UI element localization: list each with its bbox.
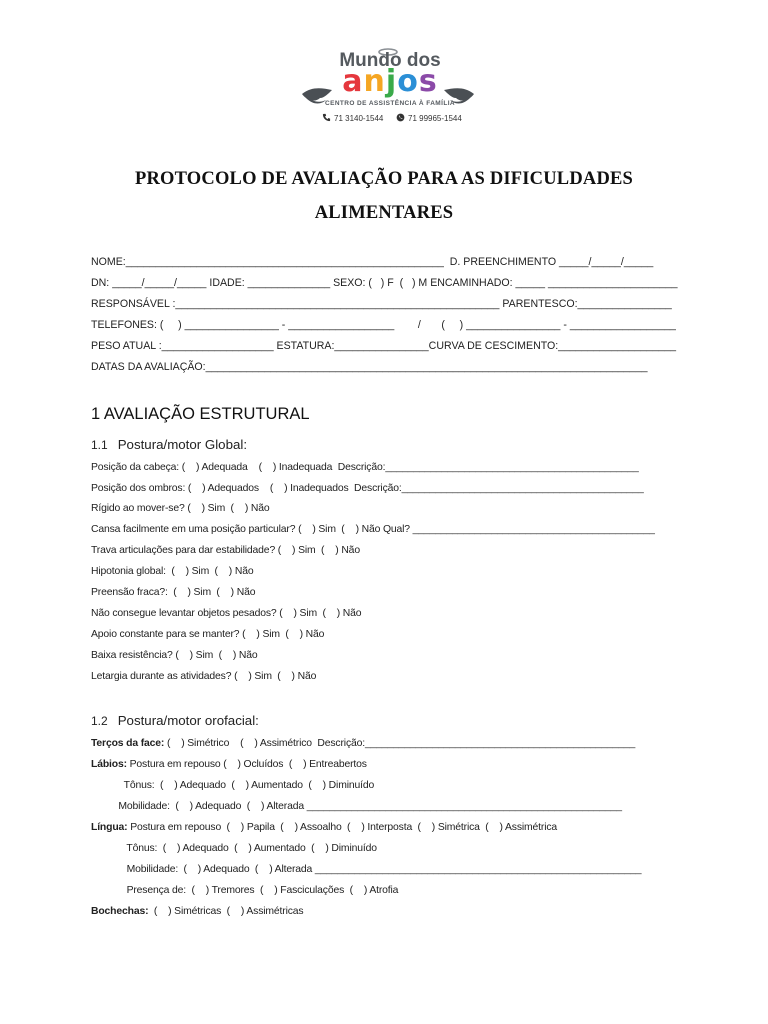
field-dn-idade-sexo[interactable]: DN: _____/_____/_____ IDADE: ______________ SEXO: ( ) F ( ) M ENCAMINHADO: _____ ______________________ xyxy=(91,277,678,289)
orofacial-item[interactable] xyxy=(91,843,377,854)
question-item[interactable]: Hipotonia global: ( ) Sim ( ) Não xyxy=(91,566,254,577)
item-text: ( ) Simétricas ( ) Assimétricas xyxy=(148,906,304,917)
subsection-number: 1.2 xyxy=(91,714,108,728)
whatsapp-icon xyxy=(396,113,405,122)
logo-letter: s xyxy=(418,64,438,99)
item-label: Terços da face: xyxy=(91,738,165,749)
field-peso-estatura[interactable]: PESO ATUAL :___________________ ESTATURA:________________CURVA DE CESCIMENTO:____________________ xyxy=(91,340,677,352)
orofacial-item[interactable] xyxy=(91,822,557,833)
orofacial-item[interactable] xyxy=(91,906,303,917)
question-item[interactable]: Posição da cabeça: ( ) Adequada ( ) Inadequada Descrição:_____________________________________________ xyxy=(91,462,639,473)
phone1-text: 71 3140-1544 xyxy=(334,114,384,123)
orofacial-item[interactable] xyxy=(91,738,635,749)
question-item[interactable]: Trava articulações para dar estabilidade? ( ) Sim ( ) Não xyxy=(91,545,360,556)
item-text: Mobilidade: ( ) Adequado ( ) Alterada __________________________________________________________ xyxy=(91,864,642,875)
question-item[interactable]: Rígido ao mover-se? ( ) Sim ( ) Não xyxy=(91,503,270,514)
item-text: ( ) Simétrico ( ) Assimétrico Descrição:________________________________________________ xyxy=(164,738,636,749)
logo-letter: a xyxy=(342,64,364,99)
item-text: Tônus: ( ) Adequado ( ) Aumentado ( ) Diminuído xyxy=(91,780,375,791)
question-item[interactable]: Cansa facilmente em uma posição particular? ( ) Sim ( ) Não Qual? ___________________________________________ xyxy=(91,524,655,535)
orofacial-item[interactable] xyxy=(91,759,367,770)
logo-letter: n xyxy=(363,64,386,99)
item-text: Presença de: ( ) Tremores ( ) Fasciculações ( ) Atrofia xyxy=(91,885,399,896)
orofacial-item[interactable] xyxy=(91,801,622,812)
phone2-text: 71 99965-1544 xyxy=(408,114,462,123)
question-item[interactable]: Baixa resistência? ( ) Sim ( ) Não xyxy=(91,650,258,661)
subsection-label: Postura/motor orofacial: xyxy=(117,713,259,728)
question-item[interactable]: Preensão fraca?: ( ) Sim ( ) Não xyxy=(91,587,256,598)
contact-whatsapp xyxy=(396,113,462,123)
contacts xyxy=(322,112,472,126)
question-item[interactable]: Apoio constante para se manter? ( ) Sim ( ) Não xyxy=(91,629,325,640)
logo-letter: o xyxy=(397,64,419,99)
item-text: Postura em repouso ( ) Papila ( ) Assoalho ( ) Interposta ( ) Simétrica ( ) Assimétrica xyxy=(127,822,558,833)
question-item[interactable]: Posição dos ombros: ( ) Adequados ( ) Inadequados Descrição:___________________________________________ xyxy=(91,483,644,494)
contact-phone xyxy=(322,113,383,123)
field-datas-avaliacao[interactable]: DATAS DA AVALIAÇÃO:___________________________________________________________________________ xyxy=(91,361,648,373)
logo-line1: Mundo dos xyxy=(339,50,441,71)
orofacial-item[interactable] xyxy=(91,885,398,896)
section-heading: 1 AVALIAÇÃO ESTRUTURAL xyxy=(91,405,310,423)
subsection-label: Postura/motor Global: xyxy=(117,437,248,452)
question-item[interactable]: Letargia durante as atividades? ( ) Sim ( ) Não xyxy=(91,671,317,682)
item-text: Mobilidade: ( ) Adequado ( ) Alterada ________________________________________________________ xyxy=(91,801,622,812)
document-title-line2: ALIMENTARES xyxy=(314,203,454,223)
subsection-heading-1-1 xyxy=(91,437,247,452)
orofacial-item[interactable] xyxy=(91,864,641,875)
logo-letter: j xyxy=(385,64,398,99)
phone-icon xyxy=(322,113,331,122)
document-title-line1: PROTOCOLO DE AVALIAÇÃO PARA AS DIFICULDADES xyxy=(134,169,634,189)
field-telefones[interactable]: TELEFONES: ( ) ________________ - __________________ / ( ) ________________ - __________________ xyxy=(91,319,676,331)
item-text: Postura em repouso ( ) Ocluídos ( ) Entreabertos xyxy=(126,759,367,770)
question-item[interactable]: Não consegue levantar objetos pesados? ( ) Sim ( ) Não xyxy=(91,608,362,619)
field-responsavel[interactable]: RESPONSÁVEL :_______________________________________________________ PARENTESCO:________________ xyxy=(91,298,672,310)
logo-subtitle: CENTRO DE ASSISTÊNCIA À FAMÍLIA xyxy=(324,100,455,107)
logo-line2 xyxy=(328,64,452,100)
item-text: Tônus: ( ) Adequado ( ) Aumentado ( ) Diminuído xyxy=(91,843,377,854)
item-label: Língua: xyxy=(91,822,128,833)
field-nome[interactable]: NOME:______________________________________________________ D. PREENCHIMENTO _____/_____/_____ xyxy=(91,256,654,268)
item-label: Lábios: xyxy=(91,759,127,770)
subsection-heading-1-2 xyxy=(91,713,259,728)
item-label: Bochechas: xyxy=(91,906,149,917)
subsection-number: 1.1 xyxy=(91,438,108,452)
orofacial-item[interactable] xyxy=(91,780,374,791)
